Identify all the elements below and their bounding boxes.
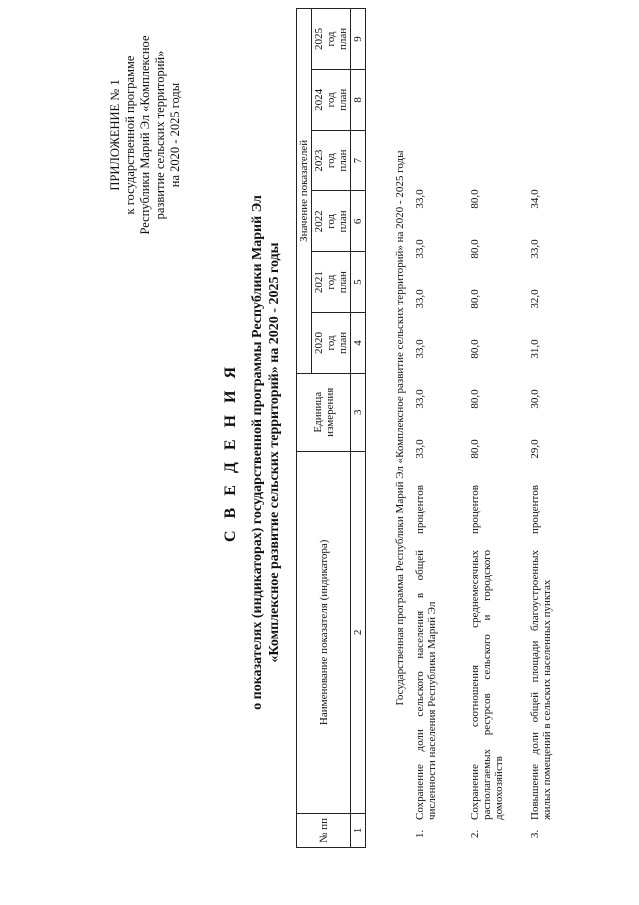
row-value: 33,0	[414, 439, 426, 459]
col-number: 9	[351, 9, 366, 70]
header-num: № пп	[297, 813, 351, 847]
col-number: 8	[351, 69, 366, 130]
row-value: 80,0	[469, 339, 481, 359]
indicators-table	[296, 8, 366, 848]
document-subtitle	[249, 60, 283, 845]
col-number: 1	[351, 813, 366, 847]
table-row	[414, 8, 469, 848]
row-value: 80,0	[469, 189, 481, 209]
row-value: 80,0	[469, 439, 481, 459]
subtitle-line: «Комплексное развитие сельских территорий» на 2020 - 2025 годы	[267, 242, 282, 663]
col-number: 6	[351, 191, 366, 252]
row-value: 80,0	[469, 389, 481, 409]
row-unit: процентов	[529, 485, 541, 534]
col-number: 3	[351, 373, 366, 451]
col-number: 4	[351, 313, 366, 374]
row-value: 34,0	[529, 189, 541, 209]
row-value: 33,0	[414, 189, 426, 209]
appendix-line: Республики Марий Эл «Комплексное	[138, 35, 152, 235]
header-year: 2022 год план	[312, 191, 351, 252]
table-body	[390, 8, 569, 848]
subtitle-line: о показателях (индикаторах) государственной программы Республики Марий Эл	[250, 195, 265, 710]
appendix-line: к государственной программе	[123, 55, 137, 215]
row-value: 32,0	[529, 289, 541, 309]
row-num: 3.	[529, 829, 541, 839]
header-year: 2023 год план	[312, 130, 351, 191]
document-title: С В Е Д Е Н И Я	[222, 362, 239, 543]
header-year: 2025 год план	[312, 9, 351, 70]
row-value: 80,0	[469, 289, 481, 309]
row-value: 80,0	[469, 239, 481, 259]
col-number: 5	[351, 252, 366, 313]
row-value: 33,0	[414, 389, 426, 409]
appendix-header	[108, 20, 183, 250]
row-name: Сохранение соотношения среднемесячных располагаемых ресурсов сельского и городского домохозяйств	[469, 550, 505, 820]
header-unit: Единица измерения	[297, 373, 351, 451]
header-values: Значение показателей	[297, 9, 312, 374]
row-value: 33,0	[414, 339, 426, 359]
appendix-line: развитие сельских территорий»	[153, 50, 167, 220]
col-number: 7	[351, 130, 366, 191]
row-num: 1.	[414, 829, 426, 839]
appendix-line: ПРИЛОЖЕНИЕ № 1	[108, 79, 122, 191]
header-name: Наименование показателя (индикатора)	[297, 451, 351, 813]
row-value: 33,0	[414, 239, 426, 259]
table-row	[469, 8, 529, 848]
row-unit: процентов	[414, 485, 426, 534]
row-num: 2.	[469, 829, 481, 839]
row-unit: процентов	[469, 485, 481, 534]
row-value: 31,0	[529, 339, 541, 359]
header-year: 2024 год план	[312, 69, 351, 130]
row-name: Повышение доли общей площади благоустроенных жилых помещений в сельских населенных пунктах	[529, 550, 553, 820]
header-year: 2021 год план	[312, 252, 351, 313]
col-number: 2	[351, 451, 366, 813]
row-value: 30,0	[529, 389, 541, 409]
table-row	[529, 8, 569, 848]
appendix-line: на 2020 - 2025 годы	[168, 82, 182, 188]
program-row: Государственная программа Республики Марий Эл «Комплексное развитие сельских территорий» на 2020 - 2025 годы	[394, 150, 406, 706]
row-value: 33,0	[414, 289, 426, 309]
row-value: 29,0	[529, 439, 541, 459]
row-name: Сохранение доли сельского населения в общей численности населения Республики Марий Эл	[414, 550, 438, 820]
row-value: 33,0	[529, 239, 541, 259]
header-year: 2020 год план	[312, 313, 351, 374]
